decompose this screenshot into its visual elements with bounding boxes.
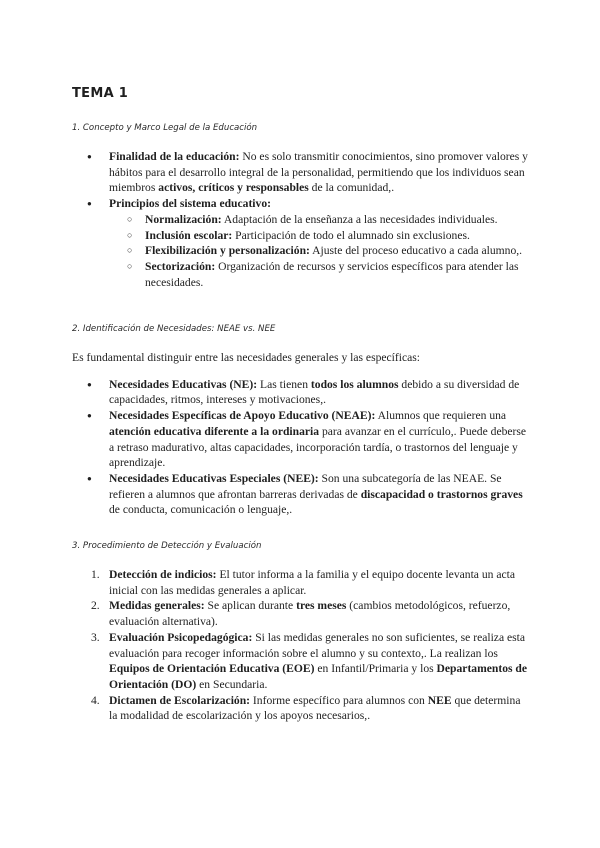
- list-item: [72, 471, 528, 518]
- sub-list-item: [109, 243, 528, 259]
- section-heading-procedimiento: 3. Procedimiento de Detección y Evaluación: [72, 541, 262, 551]
- bold-text: discapacidad o trastornos graves: [360, 487, 523, 501]
- text-run: que determina la modalidad de escolarización y los apoyos necesarios,.: [109, 693, 521, 723]
- bold-text: Principios del sistema educativo:: [109, 197, 271, 211]
- item-text: [109, 694, 520, 723]
- bold-text: atención educativa diferente a la ordinaria: [109, 424, 320, 438]
- bold-text: Equipos de Orientación Educativa (EOE): [109, 662, 315, 676]
- text-run: Se aplican durante: [204, 599, 297, 613]
- bold-text: tres meses: [296, 599, 347, 613]
- bold-text: Departamentos de Orientación (DO): [109, 662, 528, 691]
- bold-text: Dictamen de Escolarización:: [109, 693, 251, 707]
- bold-text: Necesidades Educativas (NE):: [109, 377, 258, 391]
- bold-text: activos, críticos y responsables: [158, 181, 309, 195]
- item-number: 1.: [91, 568, 100, 581]
- numbered-item: [72, 598, 528, 629]
- bold-text: Sectorización:: [145, 259, 216, 273]
- text-run: No es solo transmitir conocimientos, sino promover valores y hábitos para el desarrollo integral de la personalidad, permitiendo que los individuos sean miembros: [109, 150, 528, 195]
- text-run: Participación de todo el alumnado sin exclusiones.: [232, 228, 470, 242]
- text-run: en Secundaria.: [196, 677, 268, 691]
- text-run: Si las medidas generales no son suficientes, se realiza esta evaluación para recoger información sobre el alumno y su contexto,. La realizan los: [109, 630, 526, 660]
- sub-list-item: [109, 228, 528, 244]
- text-run: para avanzar en el currículo,. Puede deberse a retraso madurativo, altas capacidades, incorporación tardía, o trastornos del lenguaje y aprendizaje.: [109, 424, 527, 470]
- text-run: Organización de recursos y servicios específicos para atender las necesidades.: [145, 259, 519, 289]
- section-procedimiento-body: [72, 567, 528, 724]
- document-title: TEMA 1: [72, 86, 129, 101]
- bullet-list: [72, 377, 528, 518]
- section-heading-concepto: 1. Concepto y Marco Legal de la Educación: [72, 123, 258, 133]
- sub-bullet-list: [109, 212, 528, 291]
- item-text: [109, 568, 515, 597]
- bold-text: Necesidades Específicas de Apoyo Educativo (NEAE):: [109, 409, 376, 423]
- numbered-list: [72, 567, 528, 724]
- numbered-item: [72, 630, 528, 693]
- text-run: (cambios metodológicos, refuerzo, evaluación alternativa).: [109, 599, 511, 629]
- numbered-item: [72, 567, 528, 598]
- bold-text: todos los alumnos: [310, 377, 399, 391]
- list-item: [72, 149, 528, 196]
- numbered-item: [72, 693, 528, 724]
- section-heading-identificacion: 2. Identificación de Necesidades: NEAE vs. NEE: [72, 324, 276, 334]
- section-intro: Es fundamental distinguir entre las necesidades generales y las específicas:: [72, 351, 421, 364]
- bold-text: Evaluación Psicopedagógica:: [109, 630, 253, 644]
- list-item: [72, 408, 528, 471]
- item-text: [109, 599, 510, 628]
- bold-text: Flexibilización y personalización:: [145, 244, 310, 258]
- text-run: Son una subcategoría de las NEAE. Se refieren a alumnos que afrontan barreras derivadas de: [109, 471, 502, 501]
- text-run: Alumnos que requieren una: [375, 409, 507, 423]
- list-item: [72, 196, 528, 290]
- text-run: Informe específico para alumnos con: [250, 693, 428, 707]
- bold-text: Finalidad de la educación:: [109, 150, 240, 163]
- section-identificacion-body: [72, 350, 528, 518]
- text-run: Adaptación de la enseñanza a las necesidades individuales.: [221, 212, 498, 226]
- item-text: [109, 631, 527, 691]
- text-run: debido a su diversidad de capacidades, ritmos, intereses y motivaciones,.: [109, 377, 520, 407]
- bold-text: Necesidades Educativas Especiales (NEE):: [109, 471, 319, 485]
- item-number: 3.: [91, 630, 100, 644]
- bold-text: Detección de indicios:: [109, 568, 217, 581]
- text-run: Ajuste del proceso educativo a cada alumno,.: [309, 244, 523, 258]
- bold-text: Medidas generales:: [109, 599, 205, 613]
- text-run: en Infantil/Primaria y los: [314, 662, 437, 676]
- bullet-list: [72, 149, 528, 290]
- sub-list-item: [109, 212, 528, 228]
- list-item: [72, 377, 528, 408]
- section-concepto-body: [72, 149, 528, 290]
- list-item-text: [109, 197, 271, 210]
- text-run: El tutor informa a la familia y el equipo docente levanta un acta inicial con las medidas generales a aplicar.: [109, 568, 515, 597]
- sub-list-item: [109, 259, 528, 290]
- bold-text: Normalización:: [145, 212, 222, 226]
- bold-text: NEE: [427, 693, 452, 707]
- text-run: de la comunidad,.: [308, 181, 395, 195]
- text-run: de conducta, comunicación o lenguaje,.: [109, 503, 293, 517]
- item-number: 2.: [91, 599, 100, 613]
- text-run: Las tienen: [257, 377, 311, 391]
- bold-text: Inclusión escolar:: [145, 228, 233, 242]
- item-number: 4.: [91, 693, 100, 707]
